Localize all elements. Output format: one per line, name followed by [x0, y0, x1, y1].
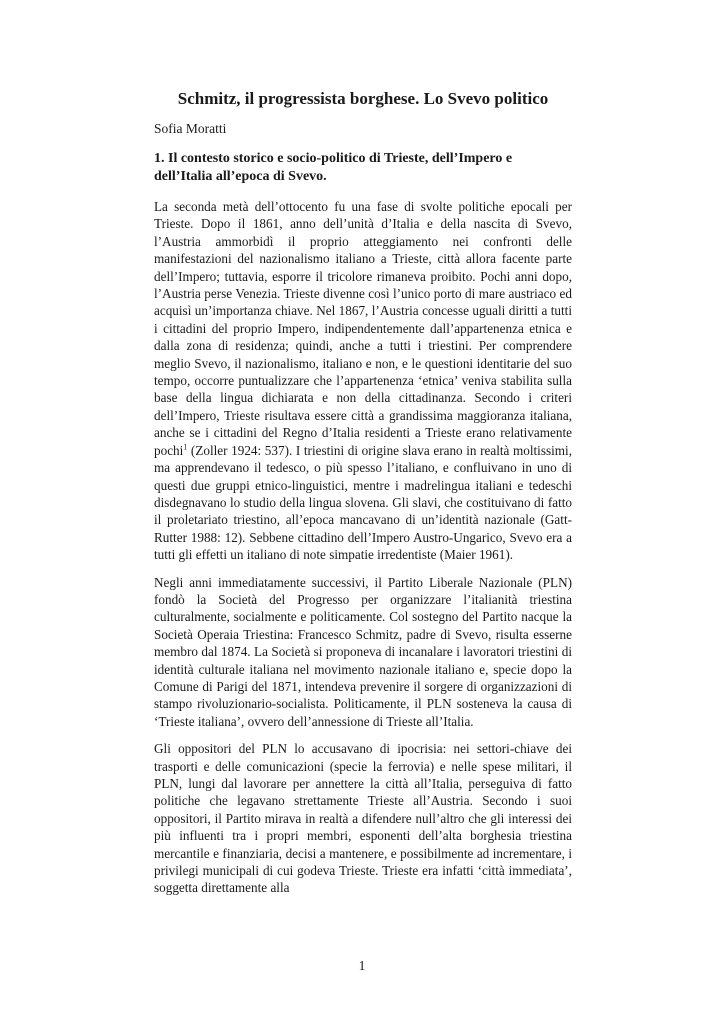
paragraph-1-text-a: La seconda metà dell’ottocento fu una fase di svolte politiche epocali per Trieste. Dopo il 1861, anno dell’unità d’Italia e della nascita di Svevo, l’Austria ammorbidì il proprio atteggiamento nei confronti delle manifestazioni del nazionalismo italiano a Trieste, città allora facente parte dell’Impero; tuttavia, esporre il tricolore rimaneva proibito. Pochi anni dopo, l’Austria perse Venezia. Trieste divenne così l’unico porto di mare austriaco ed acquisì un’importanza chiave. Nel 1867, l’Austria concesse uguali diritti a tutti i cittadini del proprio Impero, indipendentemente dall’appartenenza etnica e dalla zona di residenza; quindi, anche a tutti i triestini. Per comprendere meglio Svevo, il nazionalismo, italiano e non, e le questioni identitarie del suo tempo, occorre puntualizzare che l’appartenenza ‘etnica’ veniva stabilita sulla base della lingua dichiarata e non della cittadinanza. Secondo i criteri dell’Impero, Trieste risultava essere città a grandissima maggioranza italiana, anche se i cittadini del Regno d’Italia residenti a Trieste erano relativamente pochi [154, 199, 572, 458]
author-name: Sofia Moratti [154, 121, 227, 136]
footnote-marker[interactable]: 1 [183, 442, 188, 452]
article-title: Schmitz, il progressista borghese. Lo Svevo politico [177, 89, 549, 108]
section-heading: 1. Il contesto storico e socio-politico di Trieste, dell’Impero e dell’Italia all’epoca di Svevo. [154, 151, 513, 184]
paragraph-3: Gli oppositori del PLN lo accusavano di ipocrisia: nei settori-chiave dei trasporti e delle comunicazioni (specie la ferrovia) e nelle spese militari, il PLN, lungi dal lavorare per annettere la città all’Italia, perseguiva di fatto politiche che legavano strettamente Trieste all’Austria. Secondo i suoi oppositori, il Partito mirava in realtà a difendere null’altro che gli interessi dei più influenti tra i propri membri, esponenti dell’alta borghesia triestina mercantile e finanziaria, decisi a mantenere, e possibilmente ad incrementare, i privilegi municipali di cui godeva Trieste. Trieste era infatti ‘città immediata’, soggetta direttamente alla [154, 741, 572, 896]
page-number: 1 [358, 958, 366, 973]
paragraph-1-text-b: (Zoller 1924: 537). I triestini di origine slava erano in realtà moltissimi, ma apprendevano il tedesco, o più spesso l’italiano, e confluivano in uno di questi due gruppi etnico-linguistici, mentre i madrelingua italiani e tedeschi disdegnavano lo studio della lingua slovena. Gli slavi, che costituivano di fatto il proletariato triestino, all’epoca mancavano di un’identità nazionale (Gatt-Rutter 1988: 12). Sebbene cittadino dell’Impero Austro-Ungarico, Svevo era a tutti gli effetti un italiano di note simpatie irredentiste (Maier 1961). [154, 442, 572, 563]
document-page [154, 88, 572, 907]
paragraph-2: Negli anni immediatamente successivi, il Partito Liberale Nazionale (PLN) fondò la Società del Progresso per organizzare l’italianità triestina culturalmente, socialmente e politicamente. Col sostegno del Partito nacque la Società Operaia Triestina: Francesco Schmitz, padre di Svevo, risulta esserne membro dal 1874. La Società si proponeva di incanalare i lavoratori triestini di identità culturale italiana nel movimento nazionale italiano e, specie dopo la Comune di Parigi del 1871, intendeva prevenire il sorgere di organizzazioni di stampo rivoluzionario-socialista. Politicamente, il PLN sosteneva la causa di ‘Trieste italiana’, ovvero dell’annessione di Trieste all’Italia. [154, 574, 572, 729]
paragraph-1 [154, 198, 572, 564]
